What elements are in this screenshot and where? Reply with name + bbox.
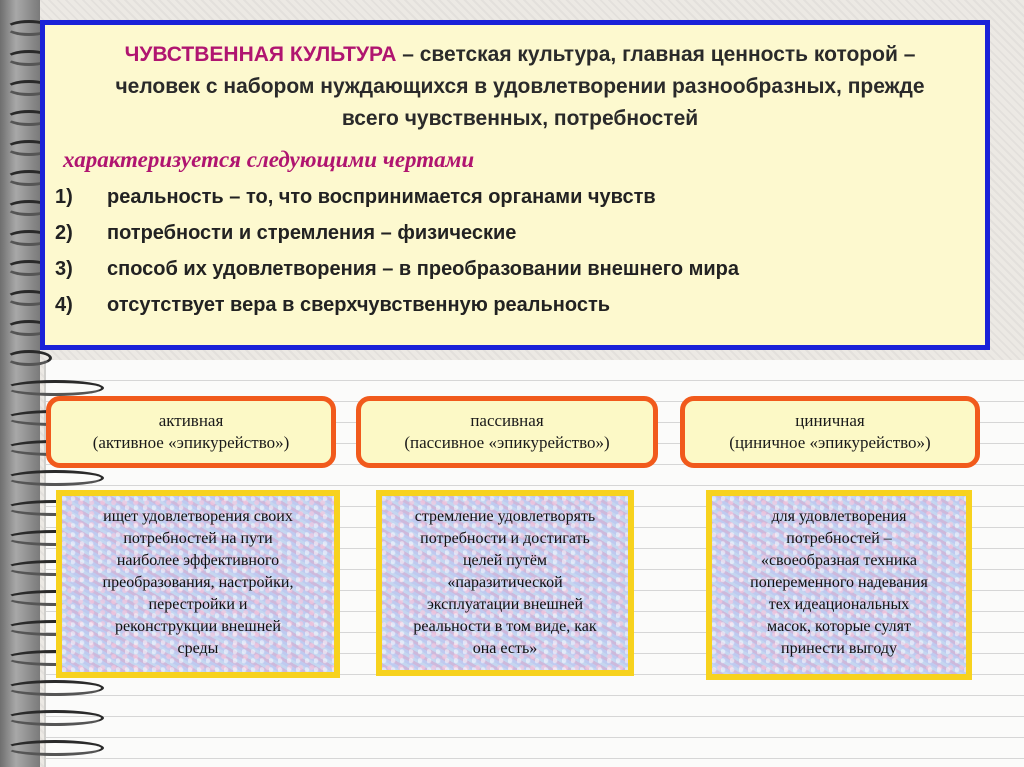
feature-item: 2) потребности и стремления – физические: [55, 222, 517, 244]
definition-body: – светская культура, главная ценность которой – человек с набором нуждающихся в удовлетворении разнообразных, прежде всего чувственных, потребностей: [115, 43, 925, 130]
description-passive: стремление удовлетворять потребности и достигать целей путём «паразитической эксплуатации внешней реальности в том виде, как она есть»: [376, 490, 634, 676]
category-passive: пассивная (пассивное «эпикурейство»): [356, 396, 658, 468]
feature-item: 3) способ их удовлетворения – в преобразовании внешнего мира: [55, 258, 740, 280]
features-subtitle: характеризуется следующими чертами: [63, 147, 475, 172]
feature-item: 1) реальность – то, что воспринимается органами чувств: [55, 186, 656, 208]
description-active: ищет удовлетворения своих потребностей на пути наиболее эффективного преобразования, настройки, перестройки и реконструкции внешней среды: [56, 490, 340, 678]
binder-ring: [6, 710, 104, 726]
features-list: [55, 179, 739, 323]
definition-text: [85, 39, 955, 135]
binder-ring: [6, 740, 104, 756]
category-cynical: циничная (циничное «эпикурейство»): [680, 396, 980, 468]
category-active: активная (активное «эпикурейство»): [46, 396, 336, 468]
definition-panel: [40, 20, 990, 350]
feature-item: 4) отсутствует вера в сверхчувственную реальность: [55, 294, 611, 316]
binder-ring: [6, 470, 104, 486]
binder-ring: [6, 350, 52, 366]
definition-term: ЧУВСТВЕННАЯ КУЛЬТУРА: [124, 43, 397, 66]
binder-ring: [6, 680, 104, 696]
binder-ring: [6, 380, 104, 396]
description-cynical: для удовлетворения потребностей – «своеобразная техника попеременного надевания тех идеациональных масок, которые сулят принести выгоду: [706, 490, 972, 680]
